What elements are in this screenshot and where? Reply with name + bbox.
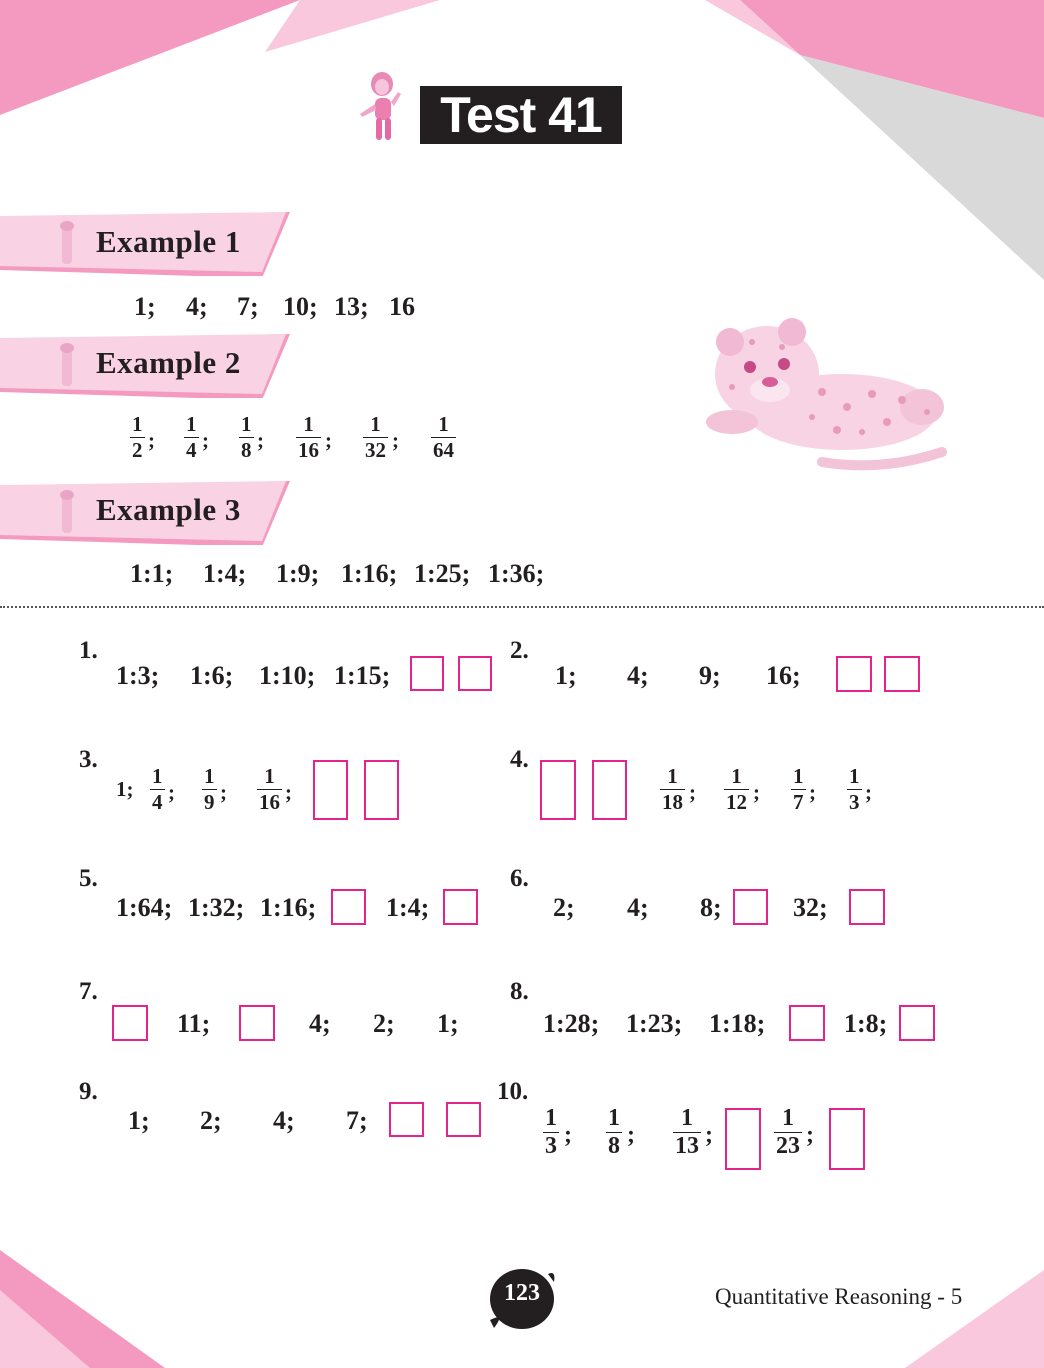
question-4-number: 4. bbox=[510, 746, 529, 773]
question-2-term: 16; bbox=[766, 661, 801, 690]
question-8-term: 1:18; bbox=[709, 1009, 766, 1038]
question-1-answer-box[interactable] bbox=[410, 656, 444, 691]
question-9-term: 1; bbox=[128, 1106, 150, 1135]
question-9-number: 9. bbox=[79, 1078, 98, 1105]
question-8-term: 1:28; bbox=[543, 1009, 600, 1038]
question-2-number: 2. bbox=[510, 637, 529, 664]
question-10-fraction: $\frac{1}{8}$ bbox=[608, 1105, 620, 1159]
question-8-term: 1:8; bbox=[844, 1009, 888, 1038]
question-3-answer-box[interactable] bbox=[364, 760, 399, 820]
question-8-answer-box[interactable] bbox=[789, 1005, 825, 1041]
example-2-fraction: $\frac{1}{2}$ bbox=[132, 412, 143, 462]
question-3-lead: 1; bbox=[116, 777, 134, 801]
example-3-term: 1:4; bbox=[203, 559, 247, 588]
question-5-number: 5. bbox=[79, 865, 98, 892]
question-5-answer-box[interactable] bbox=[443, 889, 478, 925]
question-1-answer-box[interactable] bbox=[458, 656, 492, 691]
girl-character-icon bbox=[356, 70, 406, 146]
question-1-term: 1:15; bbox=[334, 661, 391, 690]
question-9-term: 7; bbox=[346, 1106, 368, 1135]
example-1-term: 16 bbox=[389, 292, 415, 321]
question-2-term: 9; bbox=[699, 661, 721, 690]
question-1-number: 1. bbox=[79, 637, 98, 664]
section-divider bbox=[0, 606, 1044, 608]
question-1-term: 1:3; bbox=[116, 661, 160, 690]
question-2-answer-box[interactable] bbox=[836, 656, 872, 692]
question-8-answer-box[interactable] bbox=[899, 1005, 935, 1041]
question-4-fraction: $\frac{1}{3}$ bbox=[849, 764, 860, 814]
question-7-answer-box[interactable] bbox=[112, 1005, 148, 1041]
question-7-term: 4; bbox=[309, 1009, 331, 1038]
question-5-term: 1:64; bbox=[116, 893, 173, 922]
question-4-fraction: $\frac{1}{12}$ bbox=[726, 764, 747, 814]
example-1-term: 13; bbox=[334, 292, 369, 321]
question-3-number: 3. bbox=[79, 746, 98, 773]
question-9-answer-box[interactable] bbox=[389, 1102, 424, 1137]
question-3-answer-box[interactable] bbox=[313, 760, 348, 820]
example-1-term: 7; bbox=[237, 292, 259, 321]
question-3-fraction: $\frac{1}{16}$ bbox=[259, 764, 280, 814]
question-4-fraction: $\frac{1}{7}$ bbox=[793, 764, 804, 814]
question-6-term: 2; bbox=[553, 893, 575, 922]
question-3-fraction: $\frac{1}{9}$ bbox=[204, 764, 215, 814]
example-3-term: 1:9; bbox=[276, 559, 320, 588]
example-1-term: 1; bbox=[134, 292, 156, 321]
question-1-term: 1:10; bbox=[259, 661, 316, 690]
question-6-answer-box[interactable] bbox=[849, 889, 885, 925]
footer-book-title: Quantitative Reasoning - 5 bbox=[715, 1284, 963, 1309]
example-1-term: 4; bbox=[186, 292, 208, 321]
question-5-term: 1:4; bbox=[386, 893, 430, 922]
question-10-number: 10. bbox=[497, 1078, 529, 1105]
question-6-term: 4; bbox=[627, 893, 649, 922]
question-8-number: 8. bbox=[510, 978, 529, 1005]
question-6-answer-box[interactable] bbox=[733, 889, 768, 925]
question-6-term: 32; bbox=[793, 893, 828, 922]
example-2-fraction: $\frac{1}{64}$ bbox=[433, 412, 454, 462]
question-10-fraction: $\frac{1}{13}$ bbox=[675, 1105, 699, 1159]
question-9-term: 4; bbox=[273, 1106, 295, 1135]
question-4-fraction: $\frac{1}{18}$ bbox=[662, 764, 683, 814]
example-1-label: Example 1 bbox=[96, 224, 241, 259]
question-4-answer-box[interactable] bbox=[592, 760, 627, 820]
question-8-term: 1:23; bbox=[626, 1009, 683, 1038]
question-10-fraction: $\frac{1}{3}$ bbox=[545, 1105, 557, 1159]
example-2-fraction: $\frac{1}{8}$ bbox=[241, 412, 252, 462]
question-5-term: 1:16; bbox=[260, 893, 317, 922]
question-5-answer-box[interactable] bbox=[331, 889, 366, 925]
leopard-illustration bbox=[672, 312, 962, 474]
question-10-fraction: $\frac{1}{23}$ bbox=[776, 1105, 800, 1159]
question-2-term: 1; bbox=[555, 661, 577, 690]
page-title: Test 41 bbox=[420, 86, 622, 144]
question-9-answer-box[interactable] bbox=[446, 1102, 481, 1137]
question-6-term: 8; bbox=[700, 893, 722, 922]
question-2-answer-box[interactable] bbox=[884, 656, 920, 692]
question-7-number: 7. bbox=[79, 978, 98, 1005]
example-2-fraction: $\frac{1}{32}$ bbox=[365, 412, 386, 462]
question-9-term: 2; bbox=[200, 1106, 222, 1135]
question-5-term: 1:32; bbox=[188, 893, 245, 922]
example-3-term: 1:1; bbox=[130, 559, 174, 588]
question-7-term: 1; bbox=[437, 1009, 459, 1038]
page-number: 123 bbox=[504, 1280, 540, 1306]
question-4-answer-box[interactable] bbox=[540, 760, 576, 820]
question-7-answer-box[interactable] bbox=[239, 1005, 275, 1041]
example-2-label: Example 2 bbox=[96, 345, 241, 380]
example-3-term: 1:16; bbox=[341, 559, 398, 588]
example-1-term: 10; bbox=[283, 292, 318, 321]
question-7-term: 2; bbox=[373, 1009, 395, 1038]
question-6-number: 6. bbox=[510, 865, 529, 892]
example-3-term: 1:36; bbox=[488, 559, 545, 588]
example-3-term: 1:25; bbox=[414, 559, 471, 588]
question-7-term: 11; bbox=[177, 1009, 211, 1038]
question-10-answer-box[interactable] bbox=[829, 1108, 865, 1170]
question-10-answer-box[interactable] bbox=[725, 1108, 761, 1170]
question-3-fraction: $\frac{1}{4}$ bbox=[152, 764, 163, 814]
example-2-fraction: $\frac{1}{4}$ bbox=[186, 412, 197, 462]
example-3-label: Example 3 bbox=[96, 492, 241, 527]
question-2-term: 4; bbox=[627, 661, 649, 690]
example-2-fraction: $\frac{1}{16}$ bbox=[298, 412, 319, 462]
question-1-term: 1:6; bbox=[190, 661, 234, 690]
